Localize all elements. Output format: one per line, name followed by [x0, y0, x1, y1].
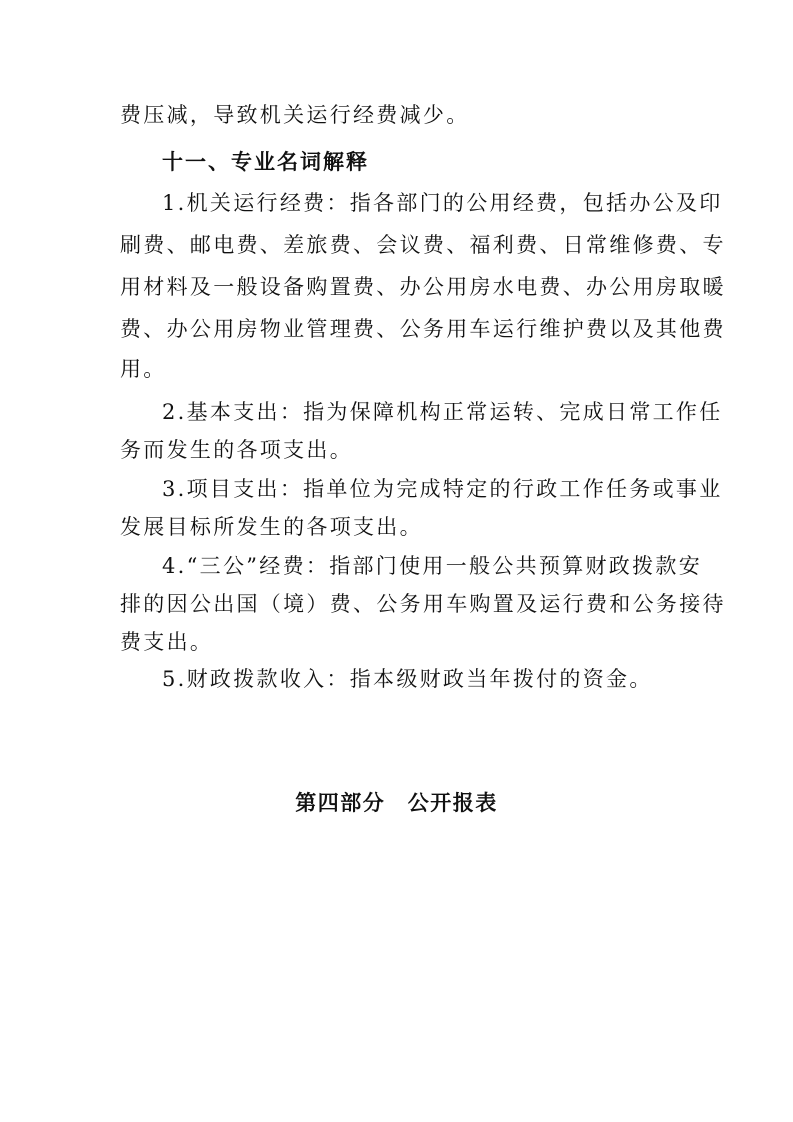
- definition-2-line-1: 2.基本支出：指为保障机构正常运转、完成日常工作任: [162, 400, 723, 424]
- definition-1-line-4: 费、办公用房物业管理费、公务用车运行维护费以及其他费: [120, 317, 726, 341]
- definition-4-line-2: 排的因公出国（境）费、公务用车购置及运行费和公务接待: [120, 592, 726, 616]
- definition-1-line-3: 用材料及一般设备购置费、办公用房水电费、办公用房取暖: [120, 275, 726, 299]
- definition-5-line-1: 5.财政拨款收入：指本级财政当年拨付的资金。: [162, 667, 653, 691]
- part-title: 第四部分 公开报表: [295, 791, 498, 815]
- definition-3-line-1: 3.项目支出：指单位为完成特定的行政工作任务或事业: [162, 477, 723, 501]
- definition-1-line-5: 用。: [120, 357, 167, 381]
- definition-3-line-2: 发展目标所发生的各项支出。: [120, 515, 423, 539]
- continuation-text: 费压减，导致机关运行经费减少。: [120, 103, 470, 127]
- definition-4-line-1: 4.“三公”经费：指部门使用一般公共预算财政拨款安: [162, 554, 703, 578]
- definition-1-line-1: 1.机关运行经费：指各部门的公用经费，包括办公及印: [162, 191, 723, 215]
- definition-2-line-2: 务而发生的各项支出。: [120, 438, 353, 462]
- definition-1-line-2: 刷费、邮电费、差旅费、会议费、福利费、日常维修费、专: [120, 233, 726, 257]
- definition-4-line-3: 费支出。: [120, 630, 214, 654]
- section-heading: 十一、专业名词解释: [162, 150, 369, 174]
